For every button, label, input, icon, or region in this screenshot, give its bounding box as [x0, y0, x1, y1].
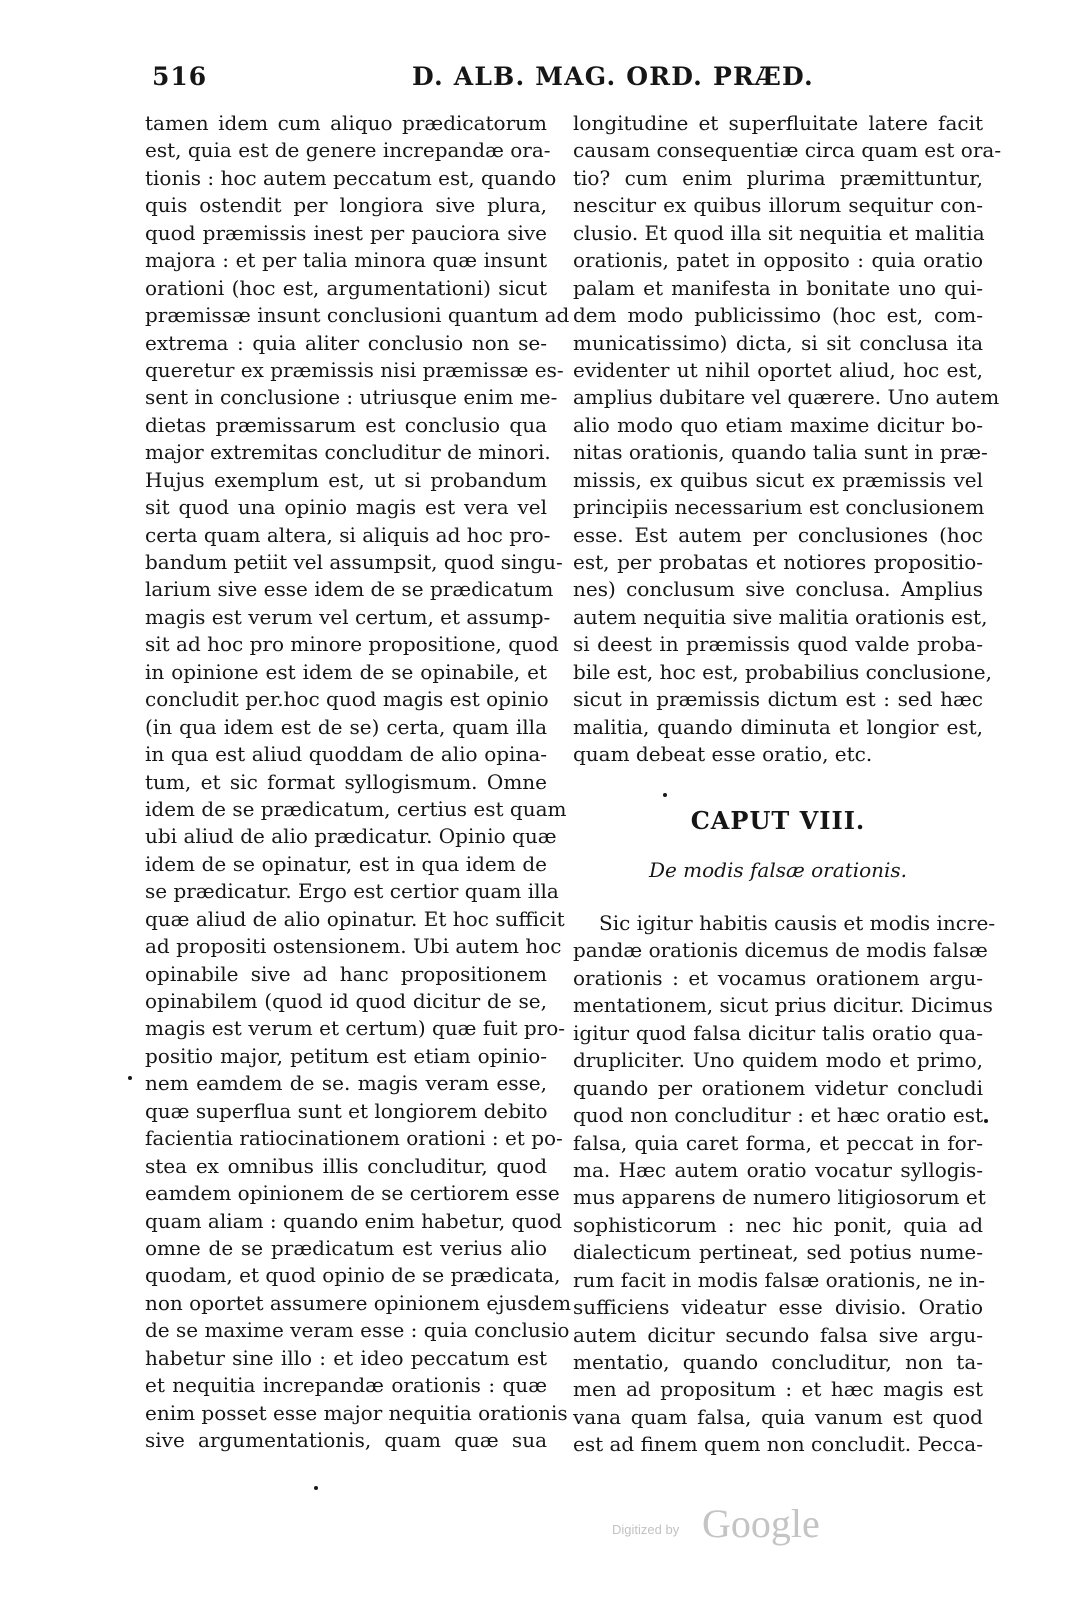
text-line: dem modo publicissimo (hoc est, com-: [573, 303, 983, 328]
text-line: quodam, et quod opinio de se prædicata,: [145, 1263, 561, 1288]
text-line: sive argumentationis, quam quæ sua: [145, 1428, 547, 1452]
text-line: evidenter ut nihil oportet aliud, hoc est,: [573, 357, 983, 382]
text-line: eamdem opinionem de se certiorem esse: [145, 1181, 560, 1206]
text-line: positio major, petitum est etiam opinio-: [145, 1043, 547, 1068]
text-line: quando per orationem videtur concludi: [573, 1075, 983, 1100]
page-header: [0, 62, 1071, 102]
margin-dot: [128, 1076, 132, 1080]
text-line: men ad propositum : et hæc magis est: [573, 1377, 983, 1402]
right-column-upper: [573, 110, 1002, 769]
text-line: bandum petiit vel assumpsit, quod singu-: [145, 550, 563, 574]
text-line: orationis : et vocamus orationem argu-: [573, 965, 983, 990]
text-line: sent in conclusione : utriusque enim me-: [145, 385, 558, 410]
text-line: mentatio, quando concluditur, non ta-: [573, 1350, 983, 1374]
text-line: ad propositi ostensionem. Ubi autem hoc: [145, 934, 562, 959]
text-line: quod non concluditur : et hæc oratio est: [573, 1103, 983, 1128]
text-line: ubi aliud de alio prædicatur. Opinio quæ: [145, 824, 557, 849]
text-line: pandæ orationis dicemus de modis falsæ: [573, 938, 988, 963]
text-line: magis est verum vel certum, et assump-: [145, 604, 551, 629]
text-line: quæ aliud de alio opinatur. Et hoc sufficit: [145, 906, 565, 931]
text-line: orationi (hoc est, argumentationi) sicut: [145, 275, 547, 300]
google-logo: Google: [702, 1501, 820, 1546]
text-line: magis est verum et certum) quæ fuit pro-: [145, 1016, 566, 1041]
text-line: drupliciter. Uno quidem modo et primo,: [573, 1048, 983, 1073]
left-column: [145, 110, 572, 1454]
text-line: est ad finem quem non concludit. Pecca-: [573, 1432, 983, 1457]
text-line: nes) conclusum sive conclusa. Amplius: [573, 577, 983, 602]
text-line: palam et manifesta in bonitate uno qui-: [573, 275, 983, 300]
text-line: certa quam altera, si aliquis ad hoc pro-: [145, 522, 551, 547]
text-line: esse. Est autem per conclusiones (hoc: [573, 522, 983, 547]
text-line: omne de se prædicatum est verius alio: [145, 1235, 547, 1260]
text-line: opinabilem (quod id quod dicitur de se,: [145, 989, 547, 1013]
text-line: orationis, patet in opposito : quia oratio: [573, 248, 983, 273]
text-line: quod præmissis inest per pauciora sive: [145, 220, 547, 245]
text-line: non oportet assumere opinionem ejusdem: [145, 1290, 572, 1315]
text-line: rum facit in modis falsæ orationis, ne in-: [573, 1267, 986, 1292]
text-line: sicut in præmissis dictum est : sed hæc: [573, 687, 983, 712]
text-line: vana quam falsa, quia vanum est quod: [573, 1404, 983, 1429]
text-line: falsa, quia caret forma, et peccat in for-: [573, 1130, 983, 1155]
watermark-prefix: Digitized by: [612, 1522, 680, 1537]
text-line: se prædicatur. Ergo est certior quam illa: [145, 879, 559, 904]
text-line: sit ad hoc pro minore propositione, quod: [145, 632, 559, 657]
text-line: est, per probatas et notiores propositio-: [573, 550, 983, 574]
text-line: clusio. Et quod illa sit nequitia et malitia: [573, 220, 985, 245]
text-line: alio modo quo etiam maxime dicitur bo-: [573, 412, 983, 437]
margin-dot: [984, 1119, 988, 1123]
text-line: causam consequentiæ circa quam est ora-: [573, 138, 1002, 163]
text-line: concludit per.hoc quod magis est opinio: [145, 687, 549, 712]
text-line: mus apparens de numero litigiosorum et: [573, 1185, 986, 1210]
text-line: idem de se opinatur, est in qua idem de: [145, 851, 547, 876]
text-line: et nequitia increpandæ orationis : quæ: [145, 1373, 547, 1398]
text-line: major extremitas concluditur de minori.: [145, 440, 551, 465]
text-line: habetur sine illo : et ideo peccatum est: [145, 1345, 547, 1370]
footer-dot: [314, 1486, 318, 1490]
text-line: idem de se prædicatum, certius est quam: [145, 796, 567, 821]
text-line: larium sive esse idem de se prædicatum: [145, 577, 554, 602]
text-line: quæ superflua sunt et longiorem debito: [145, 1098, 548, 1123]
text-line: est, quia est de genere increpandæ ora-: [145, 138, 551, 163]
text-line: quam debeat esse oratio, etc.: [573, 742, 873, 767]
text-line: Sic igitur habitis causis et modis incre-: [599, 911, 996, 935]
text-line: si deest in præmissis quod valde proba-: [573, 632, 983, 657]
text-line: nem eamdem de se. magis veram esse,: [145, 1071, 547, 1096]
text-line: autem dicitur secundo falsa sive argu-: [573, 1322, 983, 1347]
text-line: Hujus exemplum est, ut si probandum: [145, 467, 547, 492]
right-column-lower: [573, 910, 996, 1459]
text-line: principiis necessarium est conclusionem: [573, 495, 985, 520]
text-line: autem nequitia sive malitia orationis est,: [573, 604, 988, 629]
text-line: tionis : hoc autem peccatum est, quando: [145, 165, 557, 190]
text-line: in qua est aliud quoddam de alio opina-: [145, 742, 547, 767]
text-line: de se maxime veram esse : quia conclusio: [145, 1318, 570, 1343]
text-line: tum, et sic format syllogismum. Omne: [145, 769, 547, 794]
text-line: facientia ratiocinationem orationi : et po-: [145, 1126, 563, 1151]
running-head: D. ALB. MAG. ORD. PRÆD.: [412, 62, 814, 91]
text-line: ma. Hæc autem oratio vocatur syllogis-: [573, 1157, 983, 1182]
text-line: extrema : quia aliter conclusio non se-: [145, 330, 547, 355]
text-line: tamen idem cum aliquo prædicatorum: [145, 111, 547, 135]
digitized-watermark: [612, 1500, 842, 1550]
text-line: præmissæ insunt conclusioni quantum ad: [145, 303, 570, 328]
text-line: mentationem, sicut prius dicitur. Dicimus: [573, 993, 993, 1018]
text-line: nescitur ex quibus illorum sequitur con-: [573, 193, 983, 218]
text-line: sit quod una opinio magis est vera vel: [145, 495, 547, 520]
text-line: igitur quod falsa dicitur talis oratio qua-: [573, 1020, 983, 1045]
text-line: sophisticorum : nec hic ponit, quia ad: [573, 1212, 983, 1237]
text-line: in opinione est idem de se opinabile, et: [145, 659, 547, 684]
text-line: stea ex omnibus illis concluditur, quod: [145, 1153, 547, 1178]
text-line: quis ostendit per longiora sive plura,: [145, 193, 547, 218]
text-line: tio? cum enim plurima præmittuntur,: [573, 165, 983, 190]
chapter-heading: CAPUT VIII.: [690, 806, 866, 835]
text-line: dietas præmissarum est conclusio qua: [145, 412, 547, 437]
text-line: sufficiens videatur esse divisio. Oratio: [573, 1295, 983, 1320]
text-line: amplius dubitare vel quærere. Uno autem: [573, 385, 1000, 410]
text-line: opinabile sive ad hanc propositionem: [145, 961, 547, 986]
text-line: nitas orationis, quando talia sunt in præ-: [573, 440, 988, 465]
text-line: bile est, hoc est, probabilius conclusione,: [573, 659, 992, 684]
text-line: majora : et per talia minora quæ insunt: [145, 248, 547, 273]
printer-dot: [663, 793, 667, 797]
text-line: quam aliam : quando enim habetur, quod: [145, 1208, 563, 1233]
text-line: enim posset esse major nequitia orationis: [145, 1400, 568, 1425]
text-line: longitudine et superfluitate latere facit: [573, 111, 983, 135]
text-line: queretur ex præmissis nisi præmissæ es-: [145, 357, 564, 382]
text-line: dialecticum pertineat, sed potius nume-: [573, 1240, 983, 1265]
text-line: malitia, quando diminuta et longior est,: [573, 714, 983, 739]
text-line: missis, ex quibus sicut ex præmissis vel: [573, 467, 983, 492]
text-line: (in qua idem est de se) certa, quam illa: [145, 714, 547, 739]
page-number: 516: [152, 62, 208, 91]
chapter-subtitle: De modis falsæ orationis.: [648, 858, 908, 882]
text-line: municatissimo) dicta, si sit conclusa ita: [573, 330, 983, 355]
